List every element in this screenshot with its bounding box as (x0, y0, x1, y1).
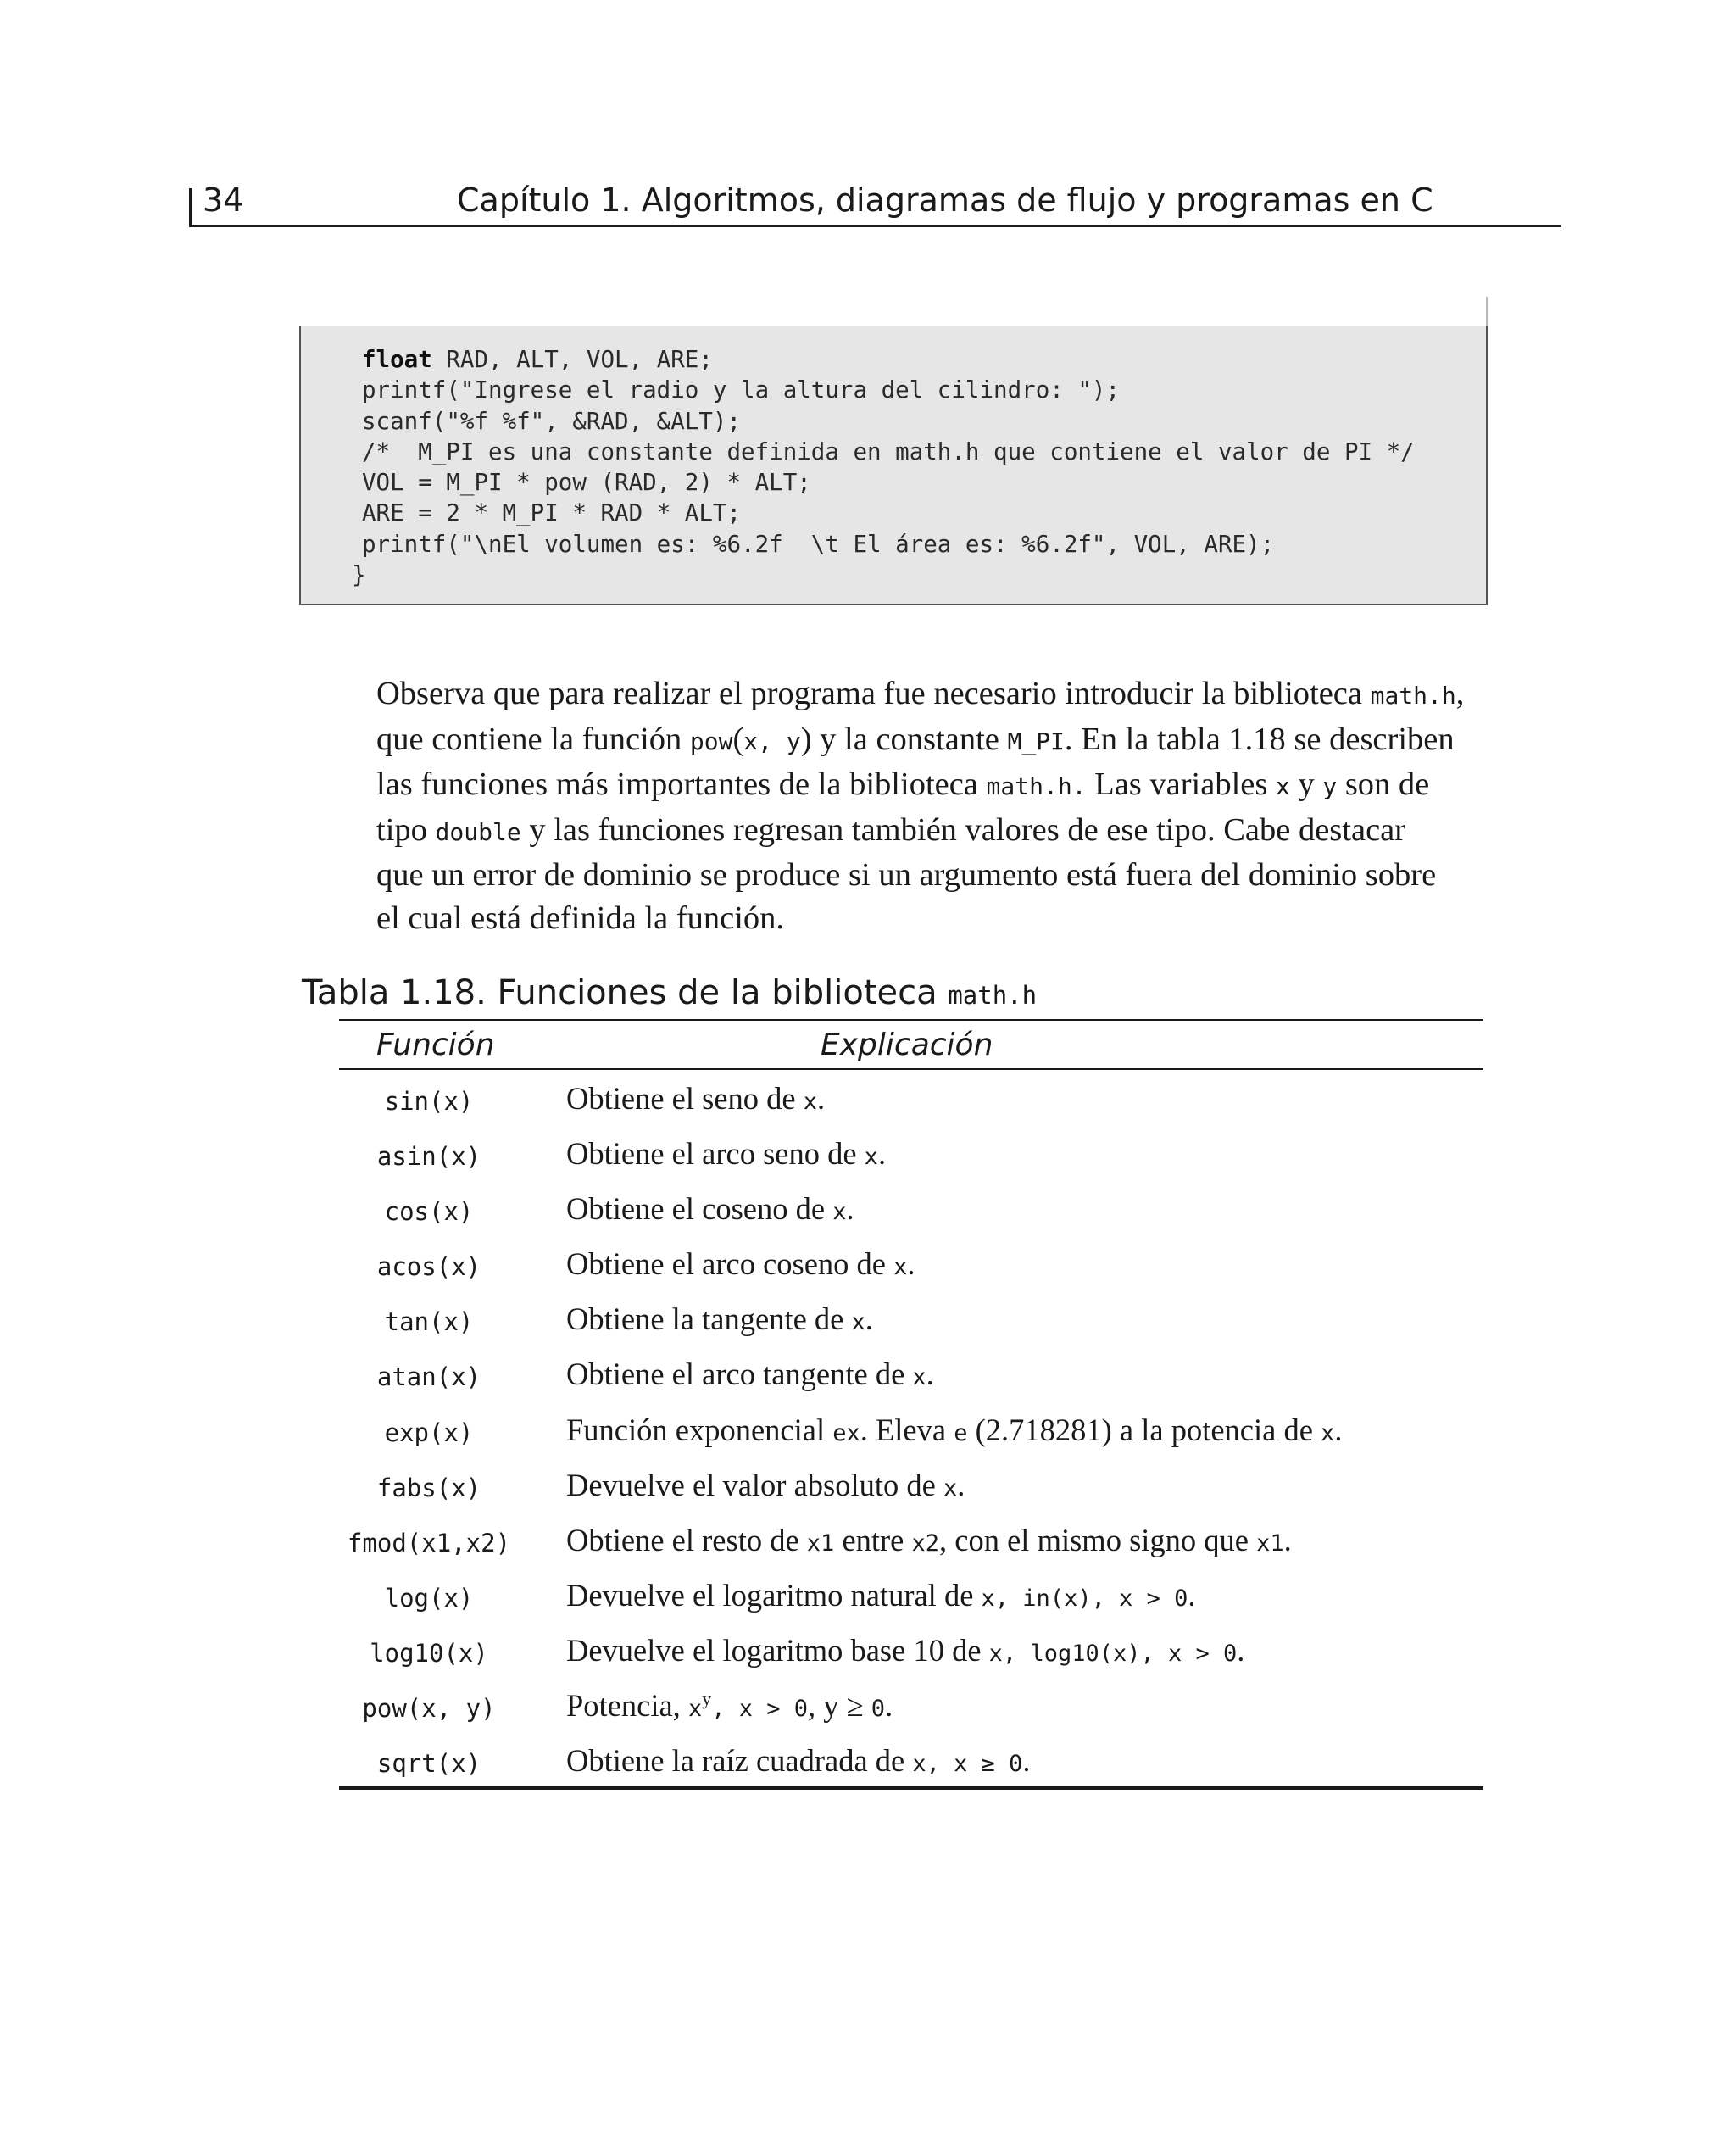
code-line: /* M_PI es una constante definida en math.h que contiene el valor de PI */ (362, 437, 1415, 465)
code-keyword: float (362, 346, 432, 373)
code-listing (299, 326, 1488, 605)
caption-text: Tabla 1.18. Funciones de la biblioteca (302, 973, 949, 1012)
function-cell: atan(x) (376, 1362, 481, 1392)
function-cell: fabs(x) (376, 1473, 481, 1502)
text: Obtiene el resto de (566, 1522, 807, 1557)
code-text: RAD, ALT, VOL, ARE; (431, 346, 713, 373)
explanation-cell (566, 1632, 1244, 1669)
text: Función exponencial (566, 1412, 833, 1447)
function-cell: exp(x) (384, 1418, 474, 1447)
inline-code: M_PI (1007, 727, 1065, 755)
text: tipo (376, 811, 436, 848)
inline-code: double (435, 817, 521, 846)
code-line: printf("Ingrese el radio y la altura del cilindro: "); (362, 376, 1121, 404)
running-header (189, 170, 1561, 229)
code-line: } (352, 561, 366, 589)
inline-code: x (832, 1199, 847, 1226)
text: Devuelve el logaritmo natural de (566, 1577, 982, 1613)
text: . (926, 1357, 934, 1392)
function-cell: cos(x) (384, 1197, 474, 1227)
table-row (339, 1352, 1483, 1407)
text: Devuelve el valor absoluto de (566, 1467, 943, 1502)
inline-code: x (1321, 1419, 1335, 1446)
text: y las funciones regresan también valores de ese tipo. Cabe destacar (520, 811, 1406, 848)
text: . (1022, 1743, 1031, 1779)
explanation-cell (566, 1135, 886, 1172)
header-tick-mark (189, 188, 192, 227)
text: . (865, 1301, 873, 1337)
text: , y ≥ (808, 1688, 871, 1724)
text: . En la tabla 1.18 se describen (1064, 721, 1455, 757)
table-row (339, 1463, 1483, 1518)
table-body (339, 1077, 1483, 1794)
caption-code: math.h (948, 981, 1038, 1010)
table-header-rule (339, 1068, 1483, 1070)
text: Obtiene el coseno de (566, 1191, 833, 1227)
table-row (339, 1684, 1483, 1739)
inline-code: x (803, 1089, 818, 1115)
text: Obtiene el arco coseno de (566, 1246, 894, 1282)
code-line: scanf("%f %f", &RAD, &ALT); (362, 407, 742, 435)
explanation-cell (566, 1190, 854, 1227)
table-bottom-rule (339, 1786, 1483, 1790)
inline-code: x (851, 1309, 865, 1336)
function-cell: log(x) (384, 1583, 474, 1613)
text: Obtiene el seno de (566, 1081, 804, 1116)
text: ) y la constante (800, 721, 1008, 757)
inline-code: 0 (871, 1696, 886, 1723)
inline-code: x (864, 1144, 878, 1171)
inline-code: ex (832, 1419, 860, 1446)
table-row (339, 1187, 1483, 1242)
text: Las variables (1086, 766, 1276, 802)
explanation-cell (566, 1412, 1342, 1448)
inline-code: math.h. (986, 772, 1087, 800)
inline-code: x (893, 1254, 908, 1281)
paragraph-line: el cual está definida la función. (376, 900, 785, 936)
explanation-cell (566, 1742, 1031, 1779)
inline-code: x (943, 1474, 958, 1501)
table-row (339, 1077, 1483, 1132)
text: y (1289, 766, 1323, 802)
table-row (339, 1132, 1483, 1187)
text: Obtiene el arco tangente de (566, 1357, 913, 1392)
inline-code: pow (689, 727, 733, 755)
code-line: printf("\nEl volumen es: %6.2f \t El área es: %6.2f", VOL, ARE); (362, 530, 1275, 558)
explanation-cell (566, 1356, 934, 1392)
function-cell: pow(x, y) (362, 1694, 496, 1724)
inline-code: x, x ≥ 0 (912, 1751, 1023, 1778)
text: . (1188, 1577, 1196, 1613)
paragraph-line (376, 763, 1487, 809)
explanation-cell (566, 1245, 915, 1282)
inline-code: math.h (1370, 682, 1456, 710)
inline-code: x (1275, 772, 1290, 800)
column-header-explanation: Explicación (821, 1028, 993, 1062)
explanation-cell (566, 1467, 965, 1503)
page-number: 34 (203, 181, 244, 219)
inline-code: x2 (911, 1529, 940, 1557)
paragraph-line (376, 672, 1487, 718)
text: ( (732, 721, 744, 757)
paragraph-line: que un error de dominio se produce si un argumento está fuera del dominio sobre (376, 857, 1437, 893)
code-line (362, 344, 1415, 375)
inline-code: x, y (743, 727, 801, 755)
inline-code: , x > 0 (711, 1696, 808, 1723)
function-cell: sqrt(x) (376, 1749, 481, 1779)
text: . (877, 1136, 887, 1172)
text: . (907, 1246, 915, 1282)
text: . (1237, 1632, 1245, 1668)
code-box-edge (1486, 297, 1488, 326)
inline-code: x (912, 1364, 926, 1391)
table-row (339, 1629, 1483, 1684)
text: las funciones más importantes de la biblioteca (376, 766, 987, 802)
explanation-cell (566, 1301, 873, 1337)
inline-code: x1 (806, 1529, 835, 1557)
table-row (339, 1408, 1483, 1463)
text: que contiene la función (376, 721, 690, 757)
body-paragraph (376, 672, 1487, 939)
inline-code: x, in(x), x > 0 (981, 1585, 1188, 1612)
explanation-cell (566, 1687, 893, 1724)
chapter-title: Capítulo 1. Algoritmos, diagramas de flujo y programas en C (457, 181, 1433, 219)
inline-code: x, log10(x), x > 0 (988, 1640, 1238, 1667)
function-cell: acos(x) (376, 1252, 481, 1282)
table-row (339, 1574, 1483, 1629)
inline-code: x1 (1256, 1529, 1284, 1557)
code-lines (352, 344, 1415, 590)
explanation-cell (566, 1080, 825, 1117)
text: . Eleva (860, 1412, 954, 1447)
function-cell: log10(x) (370, 1638, 488, 1668)
text: Obtiene el arco seno de (566, 1136, 865, 1172)
text: (2.718281) a la potencia de (967, 1412, 1321, 1447)
superscript: y (702, 1687, 712, 1709)
text: . (817, 1081, 826, 1116)
code-line: VOL = M_PI * pow (RAD, 2) * ALT; (362, 469, 811, 497)
table-row (339, 1297, 1483, 1352)
code-line: ARE = 2 * M_PI * RAD * ALT; (362, 499, 742, 527)
text: Devuelve el logaritmo base 10 de (566, 1632, 989, 1668)
column-header-function: Función (376, 1028, 495, 1062)
text: entre (834, 1522, 912, 1557)
text: . (1334, 1412, 1343, 1447)
text: . (957, 1467, 965, 1502)
text: . (1283, 1522, 1292, 1557)
table-top-rule (339, 1019, 1483, 1021)
inline-code: e (954, 1419, 968, 1446)
text: , con el mismo signo que (939, 1522, 1257, 1557)
inline-code: y (1322, 772, 1338, 800)
inline-code: x (687, 1696, 703, 1723)
table-row (339, 1518, 1483, 1574)
text: Potencia, (566, 1688, 688, 1724)
paragraph-line (376, 809, 1487, 855)
function-cell: tan(x) (384, 1307, 474, 1337)
explanation-cell (566, 1577, 1196, 1613)
paragraph-line (376, 718, 1487, 764)
function-cell: asin(x) (376, 1142, 481, 1172)
text: Obtiene la tangente de (566, 1301, 852, 1337)
text: Observa que para realizar el programa fue necesario introducir la biblioteca (376, 676, 1371, 711)
text: , (1455, 676, 1465, 711)
text: . (885, 1688, 893, 1724)
function-cell: sin(x) (384, 1087, 474, 1116)
function-cell: fmod(x1,x2) (347, 1528, 511, 1557)
text: . (846, 1191, 854, 1227)
explanation-cell (566, 1522, 1292, 1558)
text: Obtiene la raíz cuadrada de (566, 1743, 913, 1779)
header-rule (189, 225, 1561, 227)
table-row (339, 1242, 1483, 1297)
table-caption (302, 973, 1037, 1012)
text: son de (1337, 766, 1430, 802)
